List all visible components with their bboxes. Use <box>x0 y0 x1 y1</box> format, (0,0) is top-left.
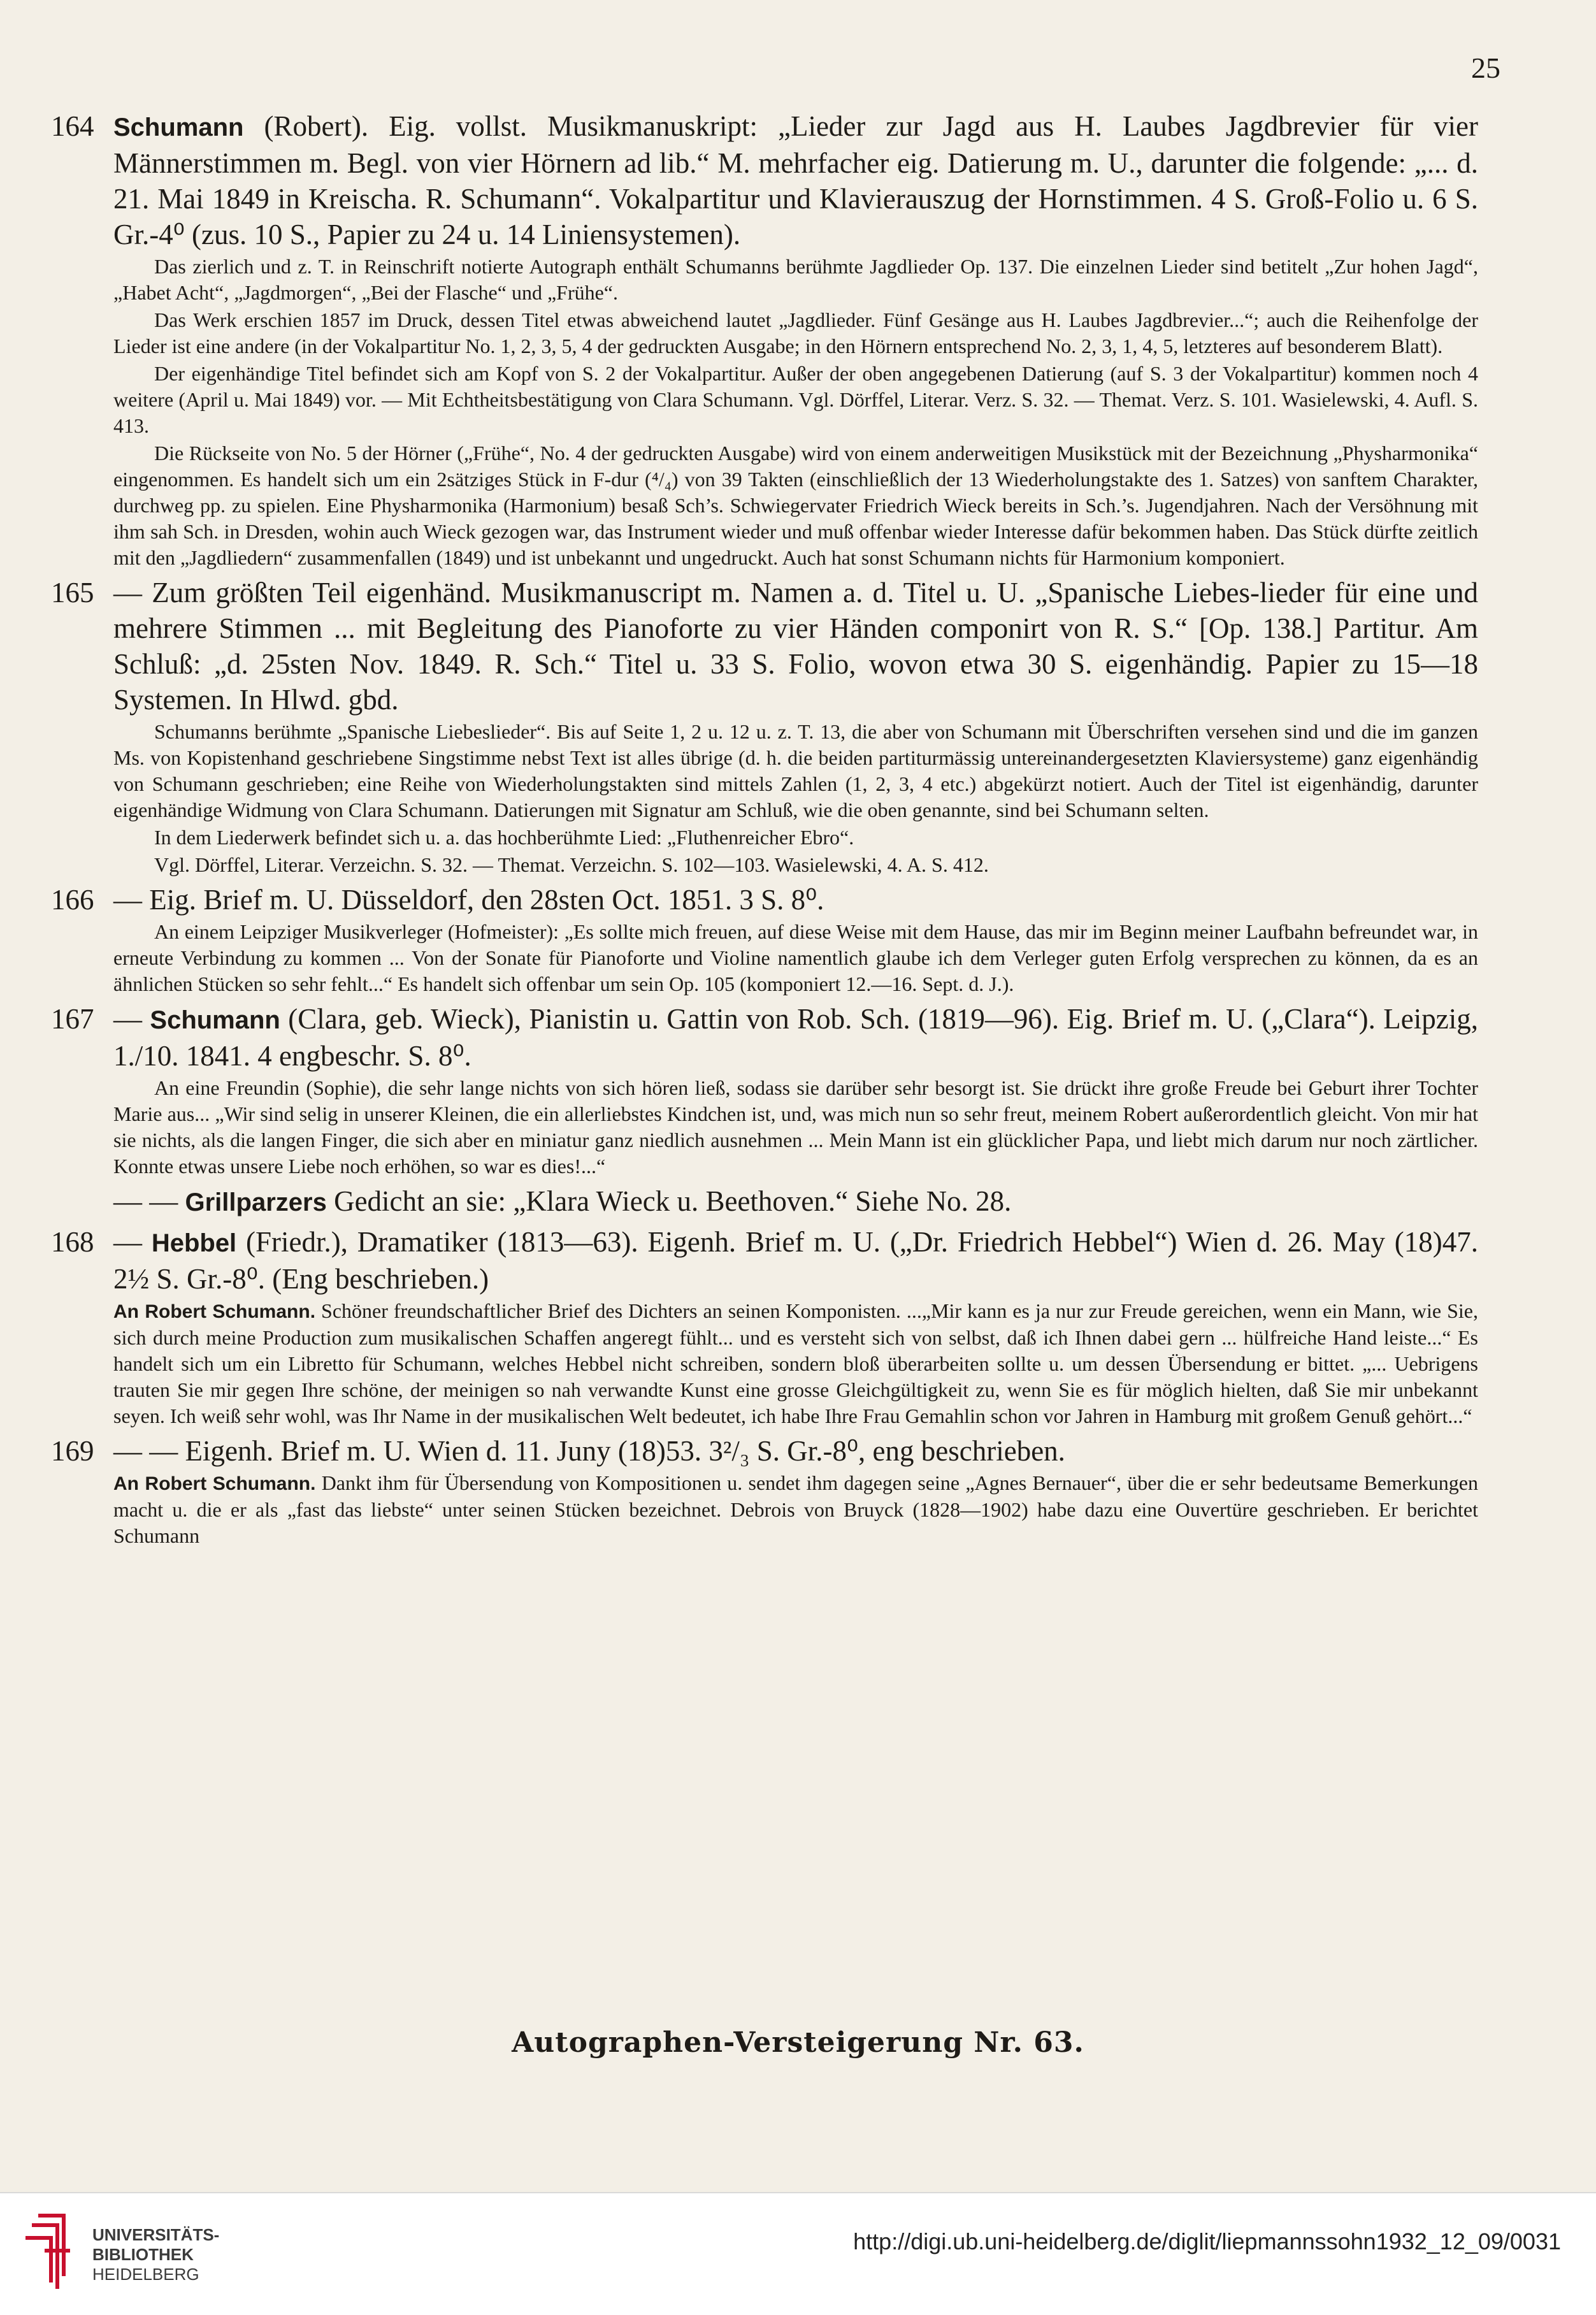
catalog-entry <box>51 108 1478 571</box>
entry-note: An eine Freundin (Sophie), die sehr lange nichts von sich hören ließ, sodass sie darüber sehr besorgt ist. Sie drückt ihre große Freude bei Geburt ihrer Tochter Marie aus... „Wir sind selig in unserer Kleinen, die ein allerliebstes Kindchen ist, und, was mich nun so sehr freut, meinem Robert außerordentlich gleicht. Von mir hat sie nichts, als die langen Finger, die sich aber en miniatur ganz niedlich ausnehmen ... Mein Mann ist ein glücklicher Papa, und liebt mich darum nur noch zärtlicher. Konnte etwas unsere Liebe noch erhöhen, so war es dies!...“ <box>113 1076 1478 1178</box>
entry-text: Gedicht an sie: „Klara Wieck u. Beethoven.“ Siehe No. 28. <box>326 1185 1012 1217</box>
lot-number: 169 <box>51 1435 94 1467</box>
entry-note: Der eigenhändige Titel befindet sich am Kopf von S. 2 der Vokalpartitur. Außer der oben angegebenen Datierung (auf S. 3 der Vokalpartitur) kommen noch 4 weitere (April u. Mai 1849) vor. — Mit Echtheitsbestätigung von Clara Schumann. Vgl. Dörffel, Literar. Verz. S. 32. — Themat. Verz. S. 101. Wasielewski, 4. Aufl. S. 413. <box>113 362 1478 437</box>
catalog-entry <box>51 1433 1478 1549</box>
entry-note: Die Rückseite von No. 5 der Hörner („Frühe“, No. 4 der gedruckten Ausgabe) wird von einem anderweitigen Musikstück mit der Bezeichnung „Physharmonika“ eingenommen. Es handelt sich um ein 2sätziges Stück in F-dur (⁴/₄) von 39 Takten (einschließlich der 13 Wiederholungstakte des 1. Satzes) von sanftem Charakter, durchweg pp. zu spielen. Eine Physharmonika (Harmonium) besaß Sch’s. Schwiegervater Friedrich Wieck bereits in Sch.’s. Jugendjahren. Nach der Versöhnung mit ihm sah Sch. in Dresden, wohin auch Wieck gezogen war, das Instrument wieder und muß offenbar wieder Interesse dafür bekommen haben. Das Stück dürfte zeitlich mit den „Jagdliedern“ zusammenfallen (1849) und ist unbekannt und ungedruckt. Auch hat sonst Schumann nichts für Harmonium komponiert. <box>113 442 1478 569</box>
entry-note: An einem Leipziger Musikverleger (Hofmeister): „Es sollte mich freuen, auf diese Weise mit dem Hause, das mir im Beginn meiner Laufbahn befreundet war, in erneute Verbindung zu kommen ... Von der Sonate für Pianoforte und Violine namentlich glaube ich dem Verleger guten Erfolg versprechen zu können, da es an ähnlichen Stücken so sehr fehlt...“ Es handelt sich offenbar um sein Op. 105 (komponiert 12.—16. Sept. d. J.). <box>113 920 1478 995</box>
entry-description: — — Eigenh. Brief m. U. Wien d. 11. Juny (18)53. 3²/₃ S. Gr.-8⁰, eng beschrieben. <box>113 1435 1065 1467</box>
entry-description: — Eig. Brief m. U. Düsseldorf, den 28sten Oct. 1851. 3 S. 8⁰. <box>113 884 824 916</box>
lot-number: 166 <box>51 884 94 916</box>
entry-prefix: — <box>113 1003 150 1035</box>
library-footer-bar <box>0 2192 1596 2315</box>
entry-author: Hebbel <box>151 1229 237 1257</box>
lot-number: 165 <box>51 577 94 609</box>
catalog-entries <box>51 108 1478 1553</box>
note-text: Dankt ihm für Übersendung von Kompositionen u. sendet ihm dagegen seine „Agnes Bernauer“, über die er sehr bedeutsame Bemerkungen macht u. die er als „fast das liebste“ unter seinen Stücken bezeichnet. Debrois von Bruyck (1828—1902) habe dazu eine Ouvertüre geschrieben. Er berichtet Schumann <box>113 1471 1479 1547</box>
entry-description: — Zum größten Teil eigenhänd. Musikmanuscript m. Namen a. d. Titel u. U. „Spanische Liebes-lieder für eine und mehrere Stimmen ... mit Begleitung des Pianoforte zu vier Händen componirt von R. S.“ [Op. 138.] Partitur. Am Schluß: „d. 25sten Nov. 1849. R. Sch.“ Titel u. 33 S. Folio, wovon etwa 30 S. eigenhändig. Papier zu 15—18 Systemen. In Hlwd. gbd. <box>113 577 1478 716</box>
lot-number: 164 <box>51 110 94 142</box>
source-url-link[interactable]: http://digi.ub.uni-heidelberg.de/diglit/liepmannssohn1932_12_09/0031 <box>853 2228 1561 2254</box>
entry-author: Schumann <box>113 113 244 141</box>
entry-note: In dem Liederwerk befindet sich u. a. das hochberühmte Lied: „Fluthenreicher Ebro“. <box>154 826 854 849</box>
catalog-entry <box>51 882 1478 997</box>
note-text: Schöner freundschaftlicher Brief des Dichters an seinen Komponisten. ...„Mir kann es ja nur zur Freude gereichen, wenn ein Mann, wie Sie, sich durch meine Production zum musikalischen Schaffen angeregt fühlt... und es versteht sich von selbst, daß ich Ihnen dabei gern ... hülfreiche Hand leiste...“ Es handelt sich um ein Libretto für Schumann, welches Hebbel nicht schreiben, sondern bloß überarbeiten sollte u. um dessen Übersendung er bittet. „... Uebrigens trauten Sie mir gegen Ihre schöne, der meinigen so nah verwandte Kunst eine grosse Gleichgültigkeit zu, wenn Sie es für möglich hielten, daß Sie mir unbekannt seyen. Ich weiß sehr wohl, was Ihr Name in der musikalischen Welt bedeutet, ich habe Ihre Frau Gemahlin schon vor Jahren in Hamburg mit großem Genuß gehört...“ <box>113 1299 1479 1427</box>
library-name-line: UNIVERSITÄTS- <box>92 2225 220 2244</box>
entry-note: Das Werk erschien 1857 im Druck, dessen Titel etwas abweichend lautet „Jagdlieder. Fünf Gesänge aus H. Laubes Jagdbrevier...“; auch die Reihenfolge der Lieder ist eine andere (in der Vokalpartitur No. 1, 2, 3, 5, 4 der gedruckten Ausgabe; in den Hörnern entsprechend No. 2, 3, 1, 4, 5, letzteres auf besonderem Blatt). <box>113 308 1478 357</box>
library-name-line: BIBLIOTHEK <box>92 2245 194 2264</box>
entry-text: (Robert). Eig. vollst. Musikmanuskript: „Lieder zur Jagd aus H. Laubes Jagdbrevier für vier Männerstimmen m. Begl. von vier Hörnern ad lib.“ M. mehrfacher eig. Datierung m. U., darunter die folgende: „... d. 21. Mai 1849 in Kreischa. R. Schumann“. Vokalpartitur und Klavierauszug der Hornstimmen. 4 S. Groß-Folio u. 6 S. Gr.-4⁰ (zus. 10 S., Papier zu 24 u. 14 Liniensystemen). <box>113 110 1478 250</box>
catalog-entry <box>51 1224 1478 1429</box>
library-name-line: HEIDELBERG <box>92 2265 199 2284</box>
note-recipient: An Robert Schumann. <box>113 1301 316 1322</box>
entry-note: Das zierlich und z. T. in Reinschrift notierte Autograph enthält Schumanns berühmte Jagdlieder Op. 137. Die einzelnen Lieder sind betitelt „Zur hohen Jagd“, „Habet Acht“, „Jagdmorgen“, „Bei der Flasche“ und „Frühe“. <box>113 255 1478 304</box>
entry-prefix: — <box>113 1226 152 1258</box>
note-recipient: An Robert Schumann. <box>113 1473 316 1494</box>
catalog-entry <box>51 575 1478 878</box>
page-number: 25 <box>1471 52 1500 84</box>
entry-note <box>113 1470 1478 1549</box>
lot-number: 167 <box>51 1003 94 1035</box>
catalog-footer-title: Autographen-Versteigerung Nr. 63. <box>512 2026 1084 2059</box>
entry-note <box>113 1298 1478 1429</box>
entry-text: (Clara, geb. Wieck), Pianistin u. Gattin von Rob. Sch. (1819—96). Eig. Brief m. U. („Clara“). Leipzig, 1./10. 1841. 4 engbeschr. S. 8⁰. <box>113 1003 1478 1072</box>
library-name <box>92 2225 219 2284</box>
catalog-entry <box>51 1001 1478 1220</box>
entry-prefix: — — <box>113 1185 185 1217</box>
entry-description <box>113 1224 1478 1297</box>
library-logo-icon <box>19 2212 83 2295</box>
entry-author: Grillparzers <box>185 1188 327 1216</box>
entry-cross-reference <box>113 1183 1478 1220</box>
lot-number: 168 <box>51 1226 94 1258</box>
entry-text: (Friedr.), Dramatiker (1813—63). Eigenh. Brief m. U. („Dr. Friedrich Hebbel“) Wien d. 26. May (18)47. 2½ S. Gr.-8⁰. (Eng beschrieben.) <box>113 1226 1479 1295</box>
entry-description <box>113 1001 1478 1074</box>
entry-author: Schumann <box>150 1006 280 1034</box>
entry-note: Schumanns berühmte „Spanische Liebeslieder“. Bis auf Seite 1, 2 u. 12 u. z. T. 13, die aber von Schumann mit Überschriften versehen sind und die im ganzen Ms. von Kopistenhand geschriebene Singstimme nebst Text ist alles übrige (d. h. die beiden partiturmässig untereinandergesetzten Klaviersysteme) ganz eigenhändig von Schumann geschrieben; eine Reihe von Wiederholungstakten sind mittels Zahlen (1, 2, 3, 4 etc.) abgekürzt notiert. Auch der Titel ist eigenhändig, darunter eigenhändige Widmung von Clara Schumann. Datierungen mit Signatur am Schluß, wie die oben genannte, sind bei Schumann selten. <box>113 720 1478 821</box>
entry-note: Vgl. Dörffel, Literar. Verzeichn. S. 32. — Themat. Verzeichn. S. 102—103. Wasielewski, 4. A. S. 412. <box>154 853 989 876</box>
entry-description <box>113 108 1478 252</box>
